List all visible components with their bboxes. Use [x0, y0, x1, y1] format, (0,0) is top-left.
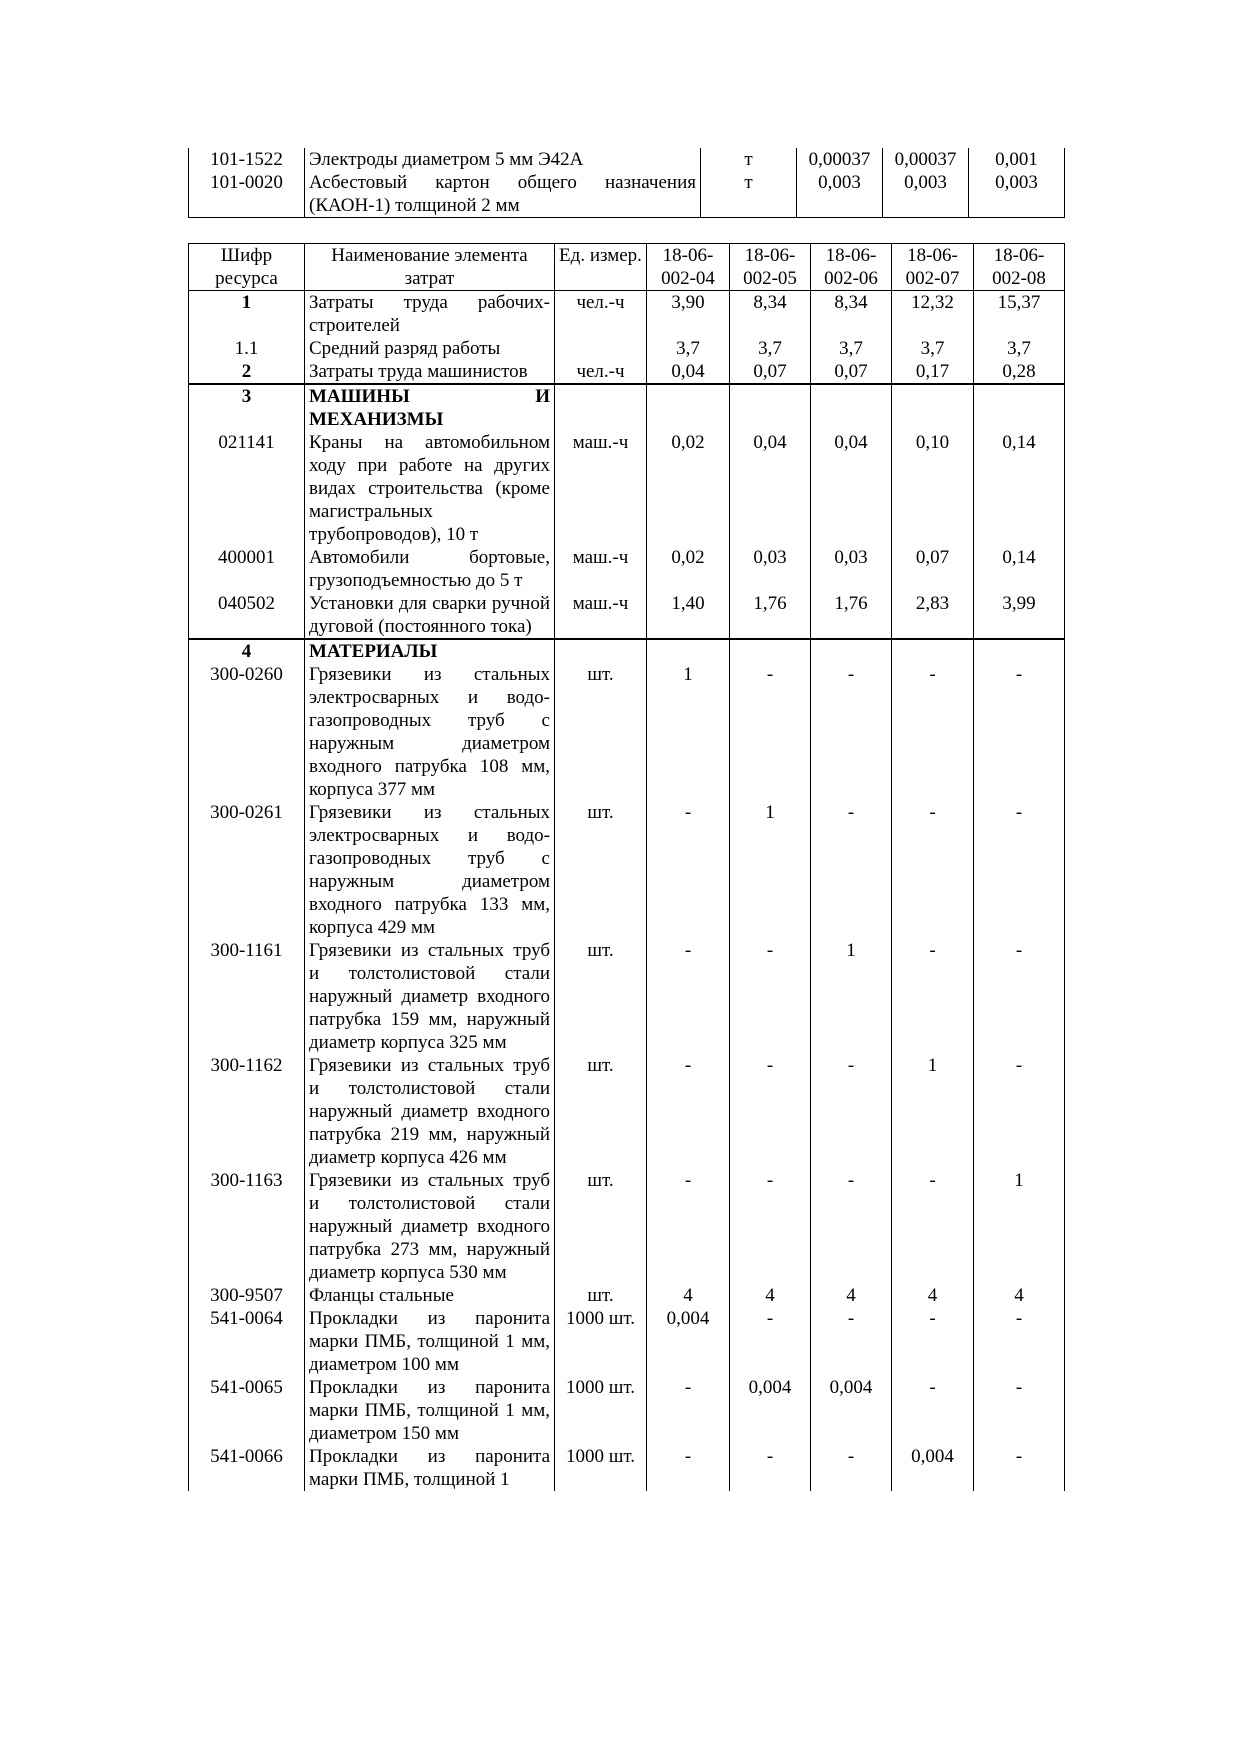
resource-code: 541-0065	[189, 1376, 305, 1445]
value-cell: -	[647, 1169, 730, 1284]
value-cell: -	[974, 663, 1065, 801]
value-cell: -	[811, 801, 892, 939]
resource-unit: шт.	[555, 1284, 647, 1307]
value-cell: 3,90	[647, 291, 730, 338]
resource-unit: 1000 шт.	[555, 1307, 647, 1376]
table-row	[189, 592, 1065, 639]
resource-name: Грязевики из стальных труб и толстолистовой стали наружный диаметр входного патрубка 219 мм, наружный диаметр корпуса 426 мм	[305, 1054, 555, 1169]
value-cell: 0,00037	[883, 148, 969, 171]
value-cell	[974, 639, 1065, 663]
resource-name: Средний разряд работы	[305, 337, 555, 360]
value-cell	[974, 384, 1065, 431]
resource-name: Прокладки из паронита марки ПМБ, толщиной 1 мм, диаметром 100 мм	[305, 1307, 555, 1376]
resource-code: 101-1522	[189, 148, 305, 171]
value-cell: 0,003	[797, 171, 883, 218]
value-cell: 1	[811, 939, 892, 1054]
value-cell: 0,04	[647, 360, 730, 384]
table-row	[189, 384, 1065, 431]
table-row	[189, 1445, 1065, 1491]
resource-code: 300-1161	[189, 939, 305, 1054]
value-cell	[647, 639, 730, 663]
table-row	[189, 1054, 1065, 1169]
resource-code: 300-1163	[189, 1169, 305, 1284]
value-cell: -	[730, 1307, 811, 1376]
value-cell: -	[647, 939, 730, 1054]
header-col-4: 18-06-002-07	[892, 244, 974, 291]
value-cell: -	[647, 1054, 730, 1169]
value-cell	[892, 639, 974, 663]
value-cell	[730, 384, 811, 431]
value-cell: 0,003	[969, 171, 1065, 218]
value-cell: -	[647, 1445, 730, 1491]
value-cell: 4	[892, 1284, 974, 1307]
resource-unit: маш.-ч	[555, 431, 647, 546]
value-cell	[647, 384, 730, 431]
resource-table	[188, 243, 1065, 1491]
value-cell: 1	[974, 1169, 1065, 1284]
table-row	[189, 639, 1065, 663]
value-cell: 1,76	[811, 592, 892, 639]
table-row	[189, 1376, 1065, 1445]
resource-unit: чел.-ч	[555, 360, 647, 384]
table-row	[189, 431, 1065, 546]
header-col-3: 18-06-002-06	[811, 244, 892, 291]
value-cell: 0,004	[730, 1376, 811, 1445]
value-cell: 0,004	[647, 1307, 730, 1376]
table-row	[189, 148, 1065, 171]
resource-code: 040502	[189, 592, 305, 639]
value-cell: -	[730, 1054, 811, 1169]
resource-unit: т	[701, 171, 797, 218]
resource-unit: шт.	[555, 1169, 647, 1284]
resource-unit: т	[701, 148, 797, 171]
value-cell: 4	[811, 1284, 892, 1307]
table-row	[189, 801, 1065, 939]
value-cell: 0,07	[811, 360, 892, 384]
value-cell: 4	[974, 1284, 1065, 1307]
table-row	[189, 1284, 1065, 1307]
resource-unit: шт.	[555, 939, 647, 1054]
resource-unit	[555, 639, 647, 663]
resource-code: 300-0260	[189, 663, 305, 801]
table-row	[189, 1169, 1065, 1284]
value-cell: 4	[730, 1284, 811, 1307]
resource-name: МАТЕРИАЛЫ	[305, 639, 555, 663]
value-cell: 1	[730, 801, 811, 939]
value-cell: 0,04	[730, 431, 811, 546]
resource-code: 300-1162	[189, 1054, 305, 1169]
resource-code: 400001	[189, 546, 305, 592]
value-cell: -	[974, 1054, 1065, 1169]
value-cell: -	[811, 1307, 892, 1376]
value-cell: -	[974, 1445, 1065, 1491]
resource-unit: шт.	[555, 801, 647, 939]
value-cell: 1,40	[647, 592, 730, 639]
value-cell: 15,37	[974, 291, 1065, 338]
header-name: Наименование элемента затрат	[305, 244, 555, 291]
top-fragment-table	[188, 148, 1065, 218]
resource-name: Грязевики из стальных труб и толстолистовой стали наружный диаметр входного патрубка 159 мм, наружный диаметр корпуса 325 мм	[305, 939, 555, 1054]
value-cell: 0,001	[969, 148, 1065, 171]
value-cell: -	[974, 1307, 1065, 1376]
resource-unit: шт.	[555, 663, 647, 801]
value-cell: -	[892, 939, 974, 1054]
value-cell: 0,00037	[797, 148, 883, 171]
value-cell: 3,99	[974, 592, 1065, 639]
resource-name: Грязевики из стальных электросварных и водо-газопроводных труб с наружным диаметром входного патрубка 133 мм, корпуса 429 мм	[305, 801, 555, 939]
value-cell: -	[811, 1054, 892, 1169]
resource-unit: 1000 шт.	[555, 1445, 647, 1491]
value-cell: 4	[647, 1284, 730, 1307]
resource-name: Прокладки из паронита марки ПМБ, толщиной 1 мм, диаметром 150 мм	[305, 1376, 555, 1445]
value-cell: 0,03	[811, 546, 892, 592]
value-cell: -	[730, 939, 811, 1054]
resource-name: Автомобили бортовые, грузоподъемностью до 5 т	[305, 546, 555, 592]
resource-code: 4	[189, 639, 305, 663]
value-cell: 0,02	[647, 431, 730, 546]
value-cell: 0,04	[811, 431, 892, 546]
value-cell: -	[892, 1169, 974, 1284]
header-col-1: 18-06-002-04	[647, 244, 730, 291]
value-cell: 3,7	[647, 337, 730, 360]
header-code: Шифр ресурса	[189, 244, 305, 291]
value-cell: -	[974, 1376, 1065, 1445]
table-row	[189, 291, 1065, 338]
resource-name: Грязевики из стальных электросварных и водо-газопроводных труб с наружным диаметром входного патрубка 108 мм, корпуса 377 мм	[305, 663, 555, 801]
resource-code: 1	[189, 291, 305, 338]
table-header-row	[189, 244, 1065, 291]
value-cell: 3,7	[892, 337, 974, 360]
resource-code: 3	[189, 384, 305, 431]
value-cell: 1	[892, 1054, 974, 1169]
resource-name: Краны на автомобильном ходу при работе на других видах строительства (кроме магистральных трубопроводов), 10 т	[305, 431, 555, 546]
resource-name: Асбестовый картон общего назначения (КАОН-1) толщиной 2 мм	[305, 171, 701, 218]
table-row	[189, 546, 1065, 592]
header-col-2: 18-06-002-05	[730, 244, 811, 291]
resource-code: 541-0066	[189, 1445, 305, 1491]
resource-name: Прокладки из паронита марки ПМБ, толщиной 1	[305, 1445, 555, 1491]
value-cell: 0,004	[892, 1445, 974, 1491]
value-cell: 2,83	[892, 592, 974, 639]
value-cell: -	[974, 801, 1065, 939]
value-cell: -	[892, 1307, 974, 1376]
resource-code: 300-0261	[189, 801, 305, 939]
value-cell: -	[892, 1376, 974, 1445]
value-cell: 0,07	[730, 360, 811, 384]
value-cell: -	[811, 663, 892, 801]
value-cell: 0,10	[892, 431, 974, 546]
resource-name: Электроды диаметром 5 мм Э42А	[305, 148, 701, 171]
value-cell: 0,003	[883, 171, 969, 218]
value-cell: 8,34	[811, 291, 892, 338]
value-cell: 0,03	[730, 546, 811, 592]
value-cell: -	[974, 939, 1065, 1054]
value-cell: -	[730, 1169, 811, 1284]
resource-unit	[555, 384, 647, 431]
resource-code: 021141	[189, 431, 305, 546]
resource-code: 300-9507	[189, 1284, 305, 1307]
value-cell: 0,02	[647, 546, 730, 592]
value-cell: 1	[647, 663, 730, 801]
value-cell: -	[730, 663, 811, 801]
resource-unit: шт.	[555, 1054, 647, 1169]
resource-unit: 1000 шт.	[555, 1376, 647, 1445]
resource-name: Затраты труда рабочих-строителей	[305, 291, 555, 338]
value-cell: 12,32	[892, 291, 974, 338]
table-row	[189, 1307, 1065, 1376]
table-row	[189, 171, 1065, 218]
resource-code: 101-0020	[189, 171, 305, 218]
value-cell	[811, 384, 892, 431]
value-cell	[811, 639, 892, 663]
table-row	[189, 939, 1065, 1054]
resource-code: 1.1	[189, 337, 305, 360]
resource-code: 541-0064	[189, 1307, 305, 1376]
resource-name: Затраты труда машинистов	[305, 360, 555, 384]
resource-name: Фланцы стальные	[305, 1284, 555, 1307]
value-cell: 0,14	[974, 431, 1065, 546]
resource-code: 2	[189, 360, 305, 384]
resource-unit: маш.-ч	[555, 592, 647, 639]
value-cell: 0,17	[892, 360, 974, 384]
resource-name: Грязевики из стальных труб и толстолистовой стали наружный диаметр входного патрубка 273 мм, наружный диаметр корпуса 530 мм	[305, 1169, 555, 1284]
value-cell: 1,76	[730, 592, 811, 639]
value-cell: 8,34	[730, 291, 811, 338]
value-cell	[730, 639, 811, 663]
value-cell: 0,07	[892, 546, 974, 592]
resource-unit: маш.-ч	[555, 546, 647, 592]
value-cell: -	[811, 1445, 892, 1491]
table-row	[189, 663, 1065, 801]
value-cell: -	[892, 801, 974, 939]
value-cell: -	[647, 1376, 730, 1445]
resource-unit: чел.-ч	[555, 291, 647, 338]
resource-unit	[555, 337, 647, 360]
value-cell: -	[730, 1445, 811, 1491]
value-cell: 0,28	[974, 360, 1065, 384]
value-cell: 3,7	[811, 337, 892, 360]
value-cell: -	[647, 801, 730, 939]
value-cell: 0,004	[811, 1376, 892, 1445]
resource-name: МАШИНЫ И МЕХАНИЗМЫ	[305, 384, 555, 431]
value-cell: 3,7	[730, 337, 811, 360]
value-cell: 0,14	[974, 546, 1065, 592]
header-unit: Ед. измер.	[555, 244, 647, 291]
resource-name: Установки для сварки ручной дуговой (постоянного тока)	[305, 592, 555, 639]
header-col-5: 18-06-002-08	[974, 244, 1065, 291]
value-cell: -	[892, 663, 974, 801]
table-row	[189, 337, 1065, 360]
value-cell	[892, 384, 974, 431]
value-cell: -	[811, 1169, 892, 1284]
value-cell: 3,7	[974, 337, 1065, 360]
table-row	[189, 360, 1065, 384]
